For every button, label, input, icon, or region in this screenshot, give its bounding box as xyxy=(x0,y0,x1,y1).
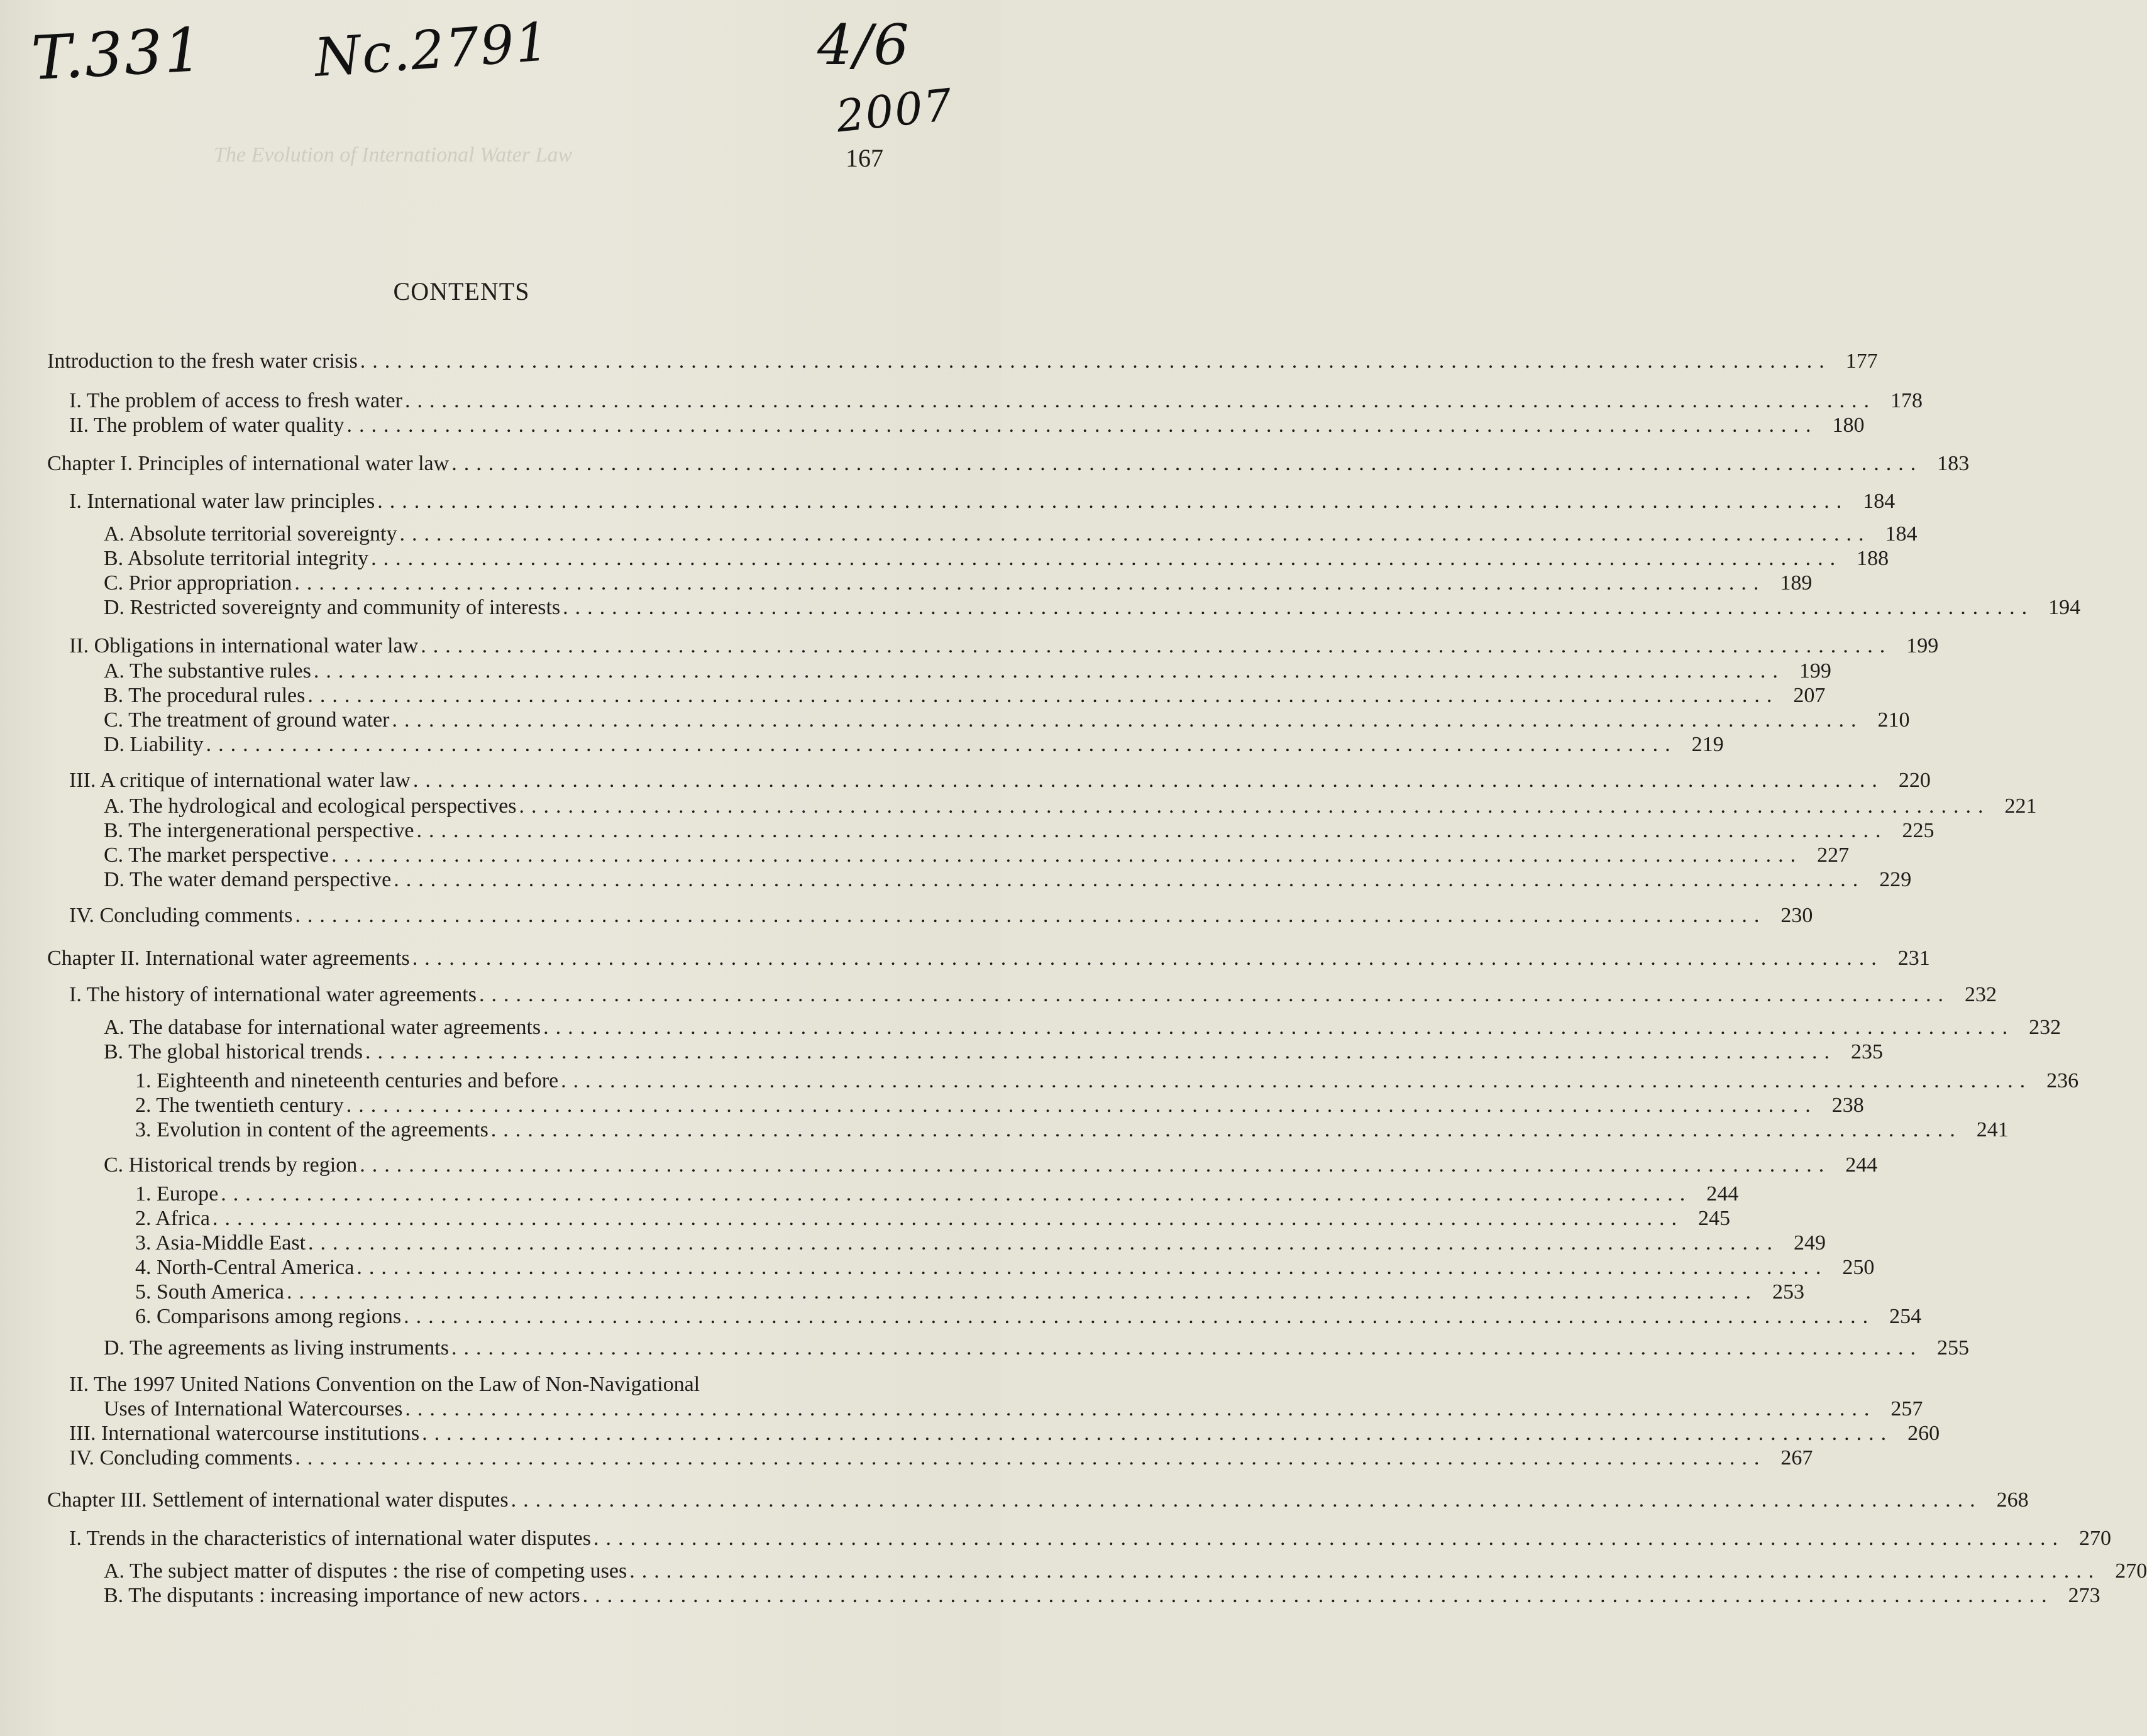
toc-entry-page: 268 xyxy=(1996,1488,2029,1512)
toc-entry xyxy=(135,1206,1730,1231)
toc-entry-title: B. The intergenerational perspective xyxy=(104,819,414,842)
toc-entry-title: 1. Eighteenth and nineteenth centuries and before xyxy=(135,1069,559,1092)
handwritten-accession-number: Nc.2791 xyxy=(312,11,552,89)
handwritten-call-number: T.331 xyxy=(30,14,206,94)
toc-entry xyxy=(104,1397,1923,1422)
toc-entry-title: B. Absolute territorial integrity xyxy=(104,547,369,570)
toc-entry xyxy=(69,1421,1940,1446)
toc-entry xyxy=(104,794,2037,819)
toc-entry-title: Uses of International Watercourses xyxy=(104,1397,403,1420)
toc-entry-title: A. The hydrological and ecological perspectives xyxy=(104,794,517,818)
dot-leader: ........................................................................................................................ xyxy=(287,1280,1758,1304)
toc-entry-page: 235 xyxy=(1851,1040,1884,1063)
toc-entry xyxy=(69,388,1923,414)
dot-leader: ........................................................................................................................ xyxy=(313,659,1785,683)
toc-entry xyxy=(104,1583,2100,1608)
page-number: 167 xyxy=(846,144,883,172)
dot-leader: ........................................................................................................................ xyxy=(308,1231,1780,1255)
toc-entry-page: 270 xyxy=(2078,1527,2111,1550)
toc-entry-title: I. International water law principles xyxy=(69,490,375,513)
toc-entry-title: 2. Africa xyxy=(135,1207,210,1230)
toc-entry-page: 232 xyxy=(1964,983,1997,1006)
toc-entry-title: Chapter I. Principles of international water law xyxy=(47,452,450,475)
toc-entry-title: 3. Evolution in content of the agreements xyxy=(135,1118,488,1141)
dot-leader: ........................................................................................................................ xyxy=(360,1153,1831,1177)
toc-entry-title: I. The problem of access to fresh water xyxy=(69,389,402,412)
toc-entry xyxy=(104,867,1912,893)
toc-entry-page: 189 xyxy=(1780,571,1813,595)
toc-entry-title: IV. Concluding comments xyxy=(69,904,293,927)
toc-entry xyxy=(69,768,1931,793)
dot-leader: ........................................................................................................................ xyxy=(356,1256,1828,1279)
dot-leader: ........................................................................................................................ xyxy=(412,769,1884,792)
dot-leader: ........................................................................................................................ xyxy=(404,389,1876,412)
dot-leader: ........................................................................................................................ xyxy=(421,634,1892,657)
dot-leader: ........................................................................................................................ xyxy=(346,414,1818,437)
toc-entry-page: 199 xyxy=(1906,634,1939,657)
toc-entry-title: 1. Europe xyxy=(135,1182,219,1206)
toc-entry-title: C. The treatment of ground water xyxy=(104,708,390,732)
toc-entry-title: A. Absolute territorial sovereignty xyxy=(104,522,397,546)
toc-entry xyxy=(135,1093,1864,1118)
toc-entry-title: B. The procedural rules xyxy=(104,684,306,707)
toc-entry xyxy=(47,1488,2029,1513)
toc-entry-page: 244 xyxy=(1706,1182,1739,1206)
toc-entry-page: 273 xyxy=(2068,1584,2100,1607)
toc-entry-page: 245 xyxy=(1697,1207,1730,1230)
dot-leader: ........................................................................................................................ xyxy=(360,349,1831,373)
toc-entry-title: A. The substantive rules xyxy=(104,659,311,683)
dot-leader: ........................................................................................................................ xyxy=(371,547,1843,570)
toc-entry xyxy=(135,1069,2079,1094)
dot-leader: ........................................................................................................................ xyxy=(307,684,1779,707)
toc-entry-page: 184 xyxy=(1885,522,1918,546)
toc-entry xyxy=(104,1040,1884,1065)
toc-entry-title: D. Liability xyxy=(104,733,204,756)
toc-entry-page: 183 xyxy=(1937,452,1970,475)
toc-entry-title: II. The problem of water quality xyxy=(69,414,345,437)
toc-entry-title: I. Trends in the characteristics of international water disputes xyxy=(69,1527,591,1550)
dot-leader: ........................................................................................................................ xyxy=(405,1397,1877,1420)
dot-leader: ........................................................................................................................ xyxy=(422,1422,1894,1445)
toc-entry-title: II. Obligations in international water law xyxy=(69,634,419,657)
dot-leader: ........................................................................................................................ xyxy=(543,1016,2015,1039)
dot-leader: ........................................................................................................................ xyxy=(399,522,1871,546)
toc-entry-title: A. The database for international water agreements xyxy=(104,1016,541,1039)
toc-entry-title: C. The market perspective xyxy=(104,843,329,867)
toc-entry-page: 267 xyxy=(1780,1446,1813,1470)
toc-entry-page: 250 xyxy=(1842,1256,1875,1279)
toc-entry xyxy=(104,522,1918,547)
toc-entry-title: A. The subject matter of disputes : the rise of competing uses xyxy=(104,1559,627,1583)
toc-entry xyxy=(69,982,1997,1008)
toc-entry-title: 5. South America xyxy=(135,1280,285,1304)
toc-entry-page: 178 xyxy=(1890,389,1923,412)
dot-leader: ........................................................................................................................ xyxy=(478,983,1950,1006)
dot-leader: ........................................................................................................................ xyxy=(561,1069,2033,1092)
toc-entry xyxy=(104,843,1850,868)
toc-entry-page: 270 xyxy=(2115,1559,2147,1583)
toc-entry-page: 249 xyxy=(1794,1231,1826,1255)
toc-entry xyxy=(47,451,1970,476)
toc-entry xyxy=(104,683,1826,708)
toc-entry-page: 225 xyxy=(1902,819,1935,842)
toc-entry xyxy=(69,1526,2111,1551)
toc-entry-page: 184 xyxy=(1863,490,1896,513)
handwritten-date-year: 2007 xyxy=(834,79,956,143)
toc-entry-page: 241 xyxy=(1976,1118,2009,1141)
toc-entry xyxy=(135,1231,1826,1256)
toc-entry-page: 207 xyxy=(1793,684,1826,707)
toc-entry-page: 219 xyxy=(1691,733,1724,756)
toc-entry-title: Introduction to the fresh water crisis xyxy=(47,349,358,373)
toc-entry-page: 229 xyxy=(1879,868,1912,891)
toc-entry-page: 238 xyxy=(1831,1094,1864,1117)
toc-entry-page: 194 xyxy=(2048,596,2081,619)
dot-leader: ........................................................................................................................ xyxy=(394,868,1865,891)
toc-entry-title: C. Prior appropriation xyxy=(104,571,292,595)
toc-entry-page: 227 xyxy=(1817,843,1850,867)
toc-entry xyxy=(104,732,1724,757)
toc-entry xyxy=(104,1153,1878,1178)
toc-entry xyxy=(104,659,1831,684)
dot-leader: ........................................................................................................................ xyxy=(295,1446,1767,1470)
toc-entry-title: B. The disputants : increasing importance of new actors xyxy=(104,1584,580,1607)
dot-leader: ........................................................................................................................ xyxy=(331,843,1803,867)
toc-entry xyxy=(69,413,1865,438)
toc-entry xyxy=(135,1182,1739,1207)
handwritten-date-fraction: 4/6 xyxy=(817,13,910,77)
toc-entry xyxy=(69,634,1939,659)
dot-leader: ........................................................................................................................ xyxy=(295,904,1767,927)
toc-entry xyxy=(104,546,1889,571)
toc-entry-page: 232 xyxy=(2029,1016,2061,1039)
toc-entry xyxy=(135,1304,1922,1329)
dot-leader: ........................................................................................................................ xyxy=(221,1182,1692,1206)
toc-entry-page: 210 xyxy=(1877,708,1910,732)
toc-entry-page: 253 xyxy=(1772,1280,1805,1304)
toc-entry xyxy=(135,1255,1875,1280)
toc-entry-page: 255 xyxy=(1936,1336,1969,1360)
toc-entry-title: C. Historical trends by region xyxy=(104,1153,358,1177)
toc-entry xyxy=(104,818,1935,843)
dot-leader: ........................................................................................................................ xyxy=(416,819,1888,842)
toc-entry-title: 4. North-Central America xyxy=(135,1256,355,1279)
toc-entry xyxy=(135,1280,1805,1305)
toc-entry-page: 220 xyxy=(1898,769,1931,792)
toc-entry xyxy=(104,708,1910,733)
toc-entry xyxy=(69,1446,1813,1471)
bleed-through-running-title: The Evolution of International Water Law xyxy=(214,143,573,167)
dot-leader: ........................................................................................................................ xyxy=(404,1305,1875,1328)
toc-entry-page: 244 xyxy=(1845,1153,1878,1177)
toc-entry-title: III. A critique of international water law xyxy=(69,769,411,792)
toc-entry xyxy=(104,1559,2147,1584)
dot-leader: ........................................................................................................................ xyxy=(294,571,1766,595)
dot-leader: ........................................................................................................................ xyxy=(582,1584,2054,1607)
toc-entry-page: 236 xyxy=(2046,1069,2079,1092)
dot-leader: ........................................................................................................................ xyxy=(365,1040,1837,1063)
toc-entry xyxy=(69,489,1896,514)
toc-entry-title: I. The history of international water agreements xyxy=(69,983,477,1006)
toc-entry-title: Chapter II. International water agreements xyxy=(47,947,410,970)
dot-leader: ........................................................................................................................ xyxy=(412,947,1884,970)
dot-leader: ........................................................................................................................ xyxy=(451,452,1923,475)
toc-entry-title: III. International watercourse institutions xyxy=(69,1422,420,1445)
dot-leader: ........................................................................................................................ xyxy=(392,708,1863,732)
dot-leader: ........................................................................................................................ xyxy=(206,733,1677,756)
dot-leader: ........................................................................................................................ xyxy=(629,1559,2101,1583)
toc-entry-title: B. The global historical trends xyxy=(104,1040,363,1063)
toc-entry-title: D. The water demand perspective xyxy=(104,868,392,891)
dot-leader: ........................................................................................................................ xyxy=(451,1336,1923,1360)
toc-entry-page: 199 xyxy=(1799,659,1831,683)
toc-entry-title: II. The 1997 United Nations Convention on the Law of Non-Navigational xyxy=(69,1373,700,1396)
toc-entry-title: 3. Asia-Middle East xyxy=(135,1231,306,1255)
toc-entry xyxy=(47,946,1930,971)
toc-entry-page: 230 xyxy=(1780,904,1813,927)
toc-entry xyxy=(135,1118,2009,1143)
toc-entry-page: 254 xyxy=(1889,1305,1922,1328)
toc-entry xyxy=(104,595,2081,620)
dot-leader: ........................................................................................................................ xyxy=(519,794,1990,818)
toc-entry-title: D. The agreements as living instruments xyxy=(104,1336,449,1360)
toc-entry-title: 6. Comparisons among regions xyxy=(135,1305,402,1328)
dot-leader: ........................................................................................................................ xyxy=(212,1207,1684,1230)
dot-leader: ........................................................................................................................ xyxy=(511,1488,1982,1512)
toc-entry xyxy=(69,1372,888,1397)
toc-entry-page: 231 xyxy=(1897,947,1930,970)
toc-entry-page: 221 xyxy=(2004,794,2037,818)
toc-entry xyxy=(104,1015,2061,1040)
dot-leader: ........................................................................................................................ xyxy=(346,1094,1818,1117)
dot-leader: ........................................................................................................................ xyxy=(377,490,1849,513)
toc-entry-page: 260 xyxy=(1907,1422,1940,1445)
toc-entry-page: 257 xyxy=(1890,1397,1923,1420)
toc-entry-title: IV. Concluding comments xyxy=(69,1446,293,1470)
toc-entry-title: 2. The twentieth century xyxy=(135,1094,344,1117)
toc-entry-page: 188 xyxy=(1857,547,1889,570)
toc-entry-page: 180 xyxy=(1832,414,1865,437)
toc-entry-title: D. Restricted sovereignty and community of interests xyxy=(104,596,561,619)
toc-entry xyxy=(47,349,1878,374)
toc-entry-title: Chapter III. Settlement of international water disputes xyxy=(47,1488,509,1512)
toc-entry xyxy=(69,903,1813,928)
contents-heading: CONTENTS xyxy=(393,277,530,305)
toc-entry xyxy=(104,1336,1969,1361)
dot-leader: ........................................................................................................................ xyxy=(490,1118,1962,1141)
toc-entry-page: 177 xyxy=(1845,349,1878,373)
toc-entry xyxy=(104,571,1813,596)
dot-leader: ........................................................................................................................ xyxy=(593,1527,2065,1550)
dot-leader: ........................................................................................................................ xyxy=(563,596,2034,619)
